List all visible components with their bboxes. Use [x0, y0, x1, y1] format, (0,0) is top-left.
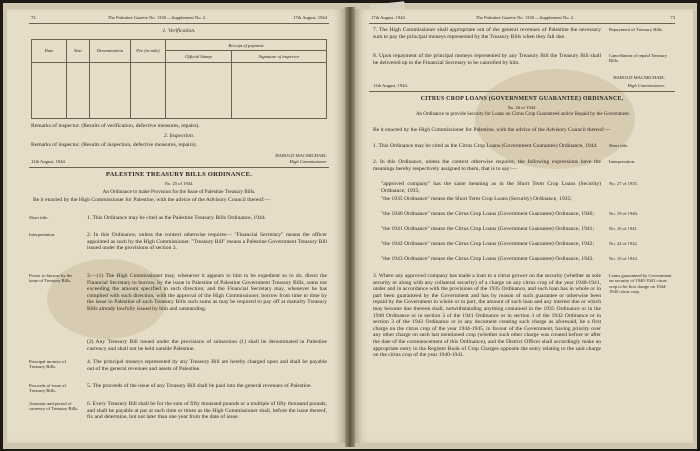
header-date-right: 17th August, 1944 — [371, 15, 405, 20]
inspection-remarks: Remarks of inspector. (Results of inspection, defective measures, repairs). — [31, 142, 197, 148]
table-cell — [166, 62, 232, 118]
ordinance-number: No. 26 of 1944. — [507, 105, 537, 110]
margin-note: Short title. — [609, 143, 629, 148]
section-text: 5. The proceeds of the issue of any Treasury Bill shall be paid into the general revenues of Palestine. — [87, 383, 312, 389]
section-text: 1. This Ordinance may be cited as the Citrus Crop Loans (Government Guarantee) Ordinance, 1944. — [373, 143, 598, 149]
ordinance-title: PALESTINE TREASURY BILLS ORDINANCE. — [105, 171, 253, 178]
signature-title: High Commissioner. — [289, 159, 327, 164]
page-number-right: 73 — [670, 15, 675, 20]
left-page — [7, 9, 345, 443]
table-header: Date — [32, 40, 67, 63]
verification-table — [31, 39, 327, 119]
section-text: 2. In this Ordinance, unless the context otherwise requires, the following expressions have the meanings hereby respectively assigned to them, that is to say:— — [373, 159, 601, 172]
definition-text: "the 1943 Ordinance" means the Citrus Crop Loans (Government Guarantee) Ordinance, 1943. — [381, 256, 594, 262]
margin-note: Cancellation of repaid Treasury Bills. — [609, 53, 668, 64]
margin-note: Short title. — [29, 215, 49, 220]
ordinance-preamble: An Ordinance to provide Security for Loans on Citrus Crop Guaranteed and/or Repaid by the Government. — [415, 112, 631, 117]
ordinance-title: CITRUS CROP LOANS (GOVERNMENT GUARANTEE) ORDINANCE, — [420, 96, 624, 102]
section-text: (2) Any Treasury Bill issued under the provisions of subsection (1) shall be denominated in Palestine currency and shall not be held outside Palestine. — [87, 339, 327, 352]
margin-note: Repayment of Treasury Bills. — [609, 27, 664, 32]
definition-text: "approved company" has the same meaning as in the Short Term Crop Loans (Security) Ordinance, 1935; — [381, 181, 601, 194]
table-cell — [90, 62, 131, 118]
table-cell — [131, 62, 166, 118]
signature-date: 12th August, 1944. — [31, 159, 66, 164]
margin-note: Loans guaranteed by Government on security of 1940-1941 citrus crop to be first charge on 1944-1945 citrus crop. — [609, 273, 672, 295]
inspection-heading: 2. Inspection. — [163, 133, 195, 139]
section-rule — [29, 167, 329, 168]
header-rule — [29, 23, 329, 24]
table-cell — [231, 62, 326, 118]
section-text: 3. Where any approved company has made a loan to a citrus grower on the security (whether as sole security or along with any collateral security) of a charge on any citrus crop of the year 1940-1941, under and in accordance with the provisions of the 1935 Ordinance, and such loan has in whole or in part been guaranteed by the Government and has by reason of such guarantee or otherwise been repaid by the Government in whole or in part, the amount of such loan and any interest due or which may become due thereon shall, notwithstanding anything contained in the 1935 Ordinance or in the 1940 Ordinance or in section 3 of the 1941 Ordinance or in section 3 of the 1942 Ordinance or in section 3 of the 1943 Ordinance or in any document creating such charge as aforesaid, be a first charge on the citrus crop of the year 1944-1945, in favour of the Government, having priority over any other charge on such last mentioned crop (whether such other charge was created before or after the date of the commencement of this Ordinance), and the District Officer shall accordingly make an appropriate entry in the Register Book of Crop Charges opposite the entry relating to the said charge on the citrus crop of the year 1940-1941. — [373, 273, 601, 359]
section-text: 7. The High Commissioner shall appropriate out of the general revenues of Palestine the necessary sum to pay the principal moneys represented by the Treasury Bills when they fall due. — [373, 27, 601, 40]
table-header: Denomination — [90, 40, 131, 63]
ordinance-number: No. 25 of 1944. — [164, 181, 194, 186]
section-rule — [369, 91, 675, 92]
definition-text: "the 1942 Ordinance" means the Citrus Crop Loans (Government Guarantee) Ordinance, 1942; — [381, 241, 595, 247]
table-header: Year — [67, 40, 90, 63]
table-subheader: Signature of inspector — [231, 51, 326, 62]
margin-note: No. 16 of 1941. — [609, 226, 638, 231]
signature-title: High Commissioner. — [627, 83, 665, 88]
margin-note: Power to borrow by the issue of Treasury Bills. — [29, 273, 73, 284]
section-text: 3.—(1) The High Commissioner may, whenever it appears to him to be expedient so to do, direct the Financial Secretary to borrow, by the issue in Palestine of Palestine Government Treasury Bills, sums not exceeding the amount specified in such direction; and the Financial Secretary may, whenever he has complied with such direction, with the approval of the High Commissioner, borrow from time to time by the issue in Palestine of such Treasury Bills such sums as may be required to pay off at maturity Treasury Bills already lawfully issued by him and outstanding. — [87, 273, 327, 312]
table-cell — [32, 62, 67, 118]
margin-note: No. 19 of 1940. — [609, 211, 638, 216]
header-date-left: 17th August, 1944 — [293, 15, 327, 20]
definition-text: "the 1940 Ordinance" means the Citrus Crop Loans (Government Guarantee) Ordinance, 1940; — [381, 211, 595, 217]
margin-note: No. 27 of 1935. — [609, 181, 638, 186]
right-page — [355, 9, 693, 443]
section-text: 4. The principal moneys represented by any Treasury Bill are hereby charged upon and shall be payable out of the general revenues and assets of Palestine. — [87, 359, 327, 372]
definition-text: "the 1935 Ordinance" means the Short Term Crop Loans (Security) Ordinance, 1935; — [381, 196, 572, 202]
section-text: 2. In this Ordinance, unless the context otherwise requires— "Financial Secretary" means the officer appointed as such by the High Commissioner. "Treasury Bill" means a Palestine Government Treasury Bill issued under the provisions of section 3. — [87, 232, 327, 252]
header-rule — [369, 23, 675, 24]
margin-note: Proceeds of issue of Treasury Bills. — [29, 383, 66, 394]
ordinance-preamble: An Ordinance to make Provision for the Issue of Palestine Treasury Bills. — [102, 189, 256, 195]
running-title-left: The Palestine Gazette No. 1350.—Supplement No. 2. — [107, 15, 207, 20]
margin-note: No. 10 of 1943. — [609, 256, 638, 261]
running-title-right: The Palestine Gazette No. 1350.—Supplement No. 2. — [475, 15, 575, 20]
table-header: Receipt of payment — [166, 40, 327, 51]
margin-note: Interpretation. — [609, 159, 636, 164]
section-text: 6. Every Treasury Bill shall be for the sum of fifty thousand pounds or a multiple of fifty thousand pounds, and shall be payable at par at such time or times as the High Commissioner shall, before the issue thereof, fix and determine, but not later than one year from the date of issue. — [87, 401, 327, 421]
definition-text: "the 1941 Ordinance" means the Citrus Crop Loans (Government Guarantee) Ordinance, 1941; — [381, 226, 595, 232]
open-book — [3, 3, 697, 449]
book-gutter — [345, 7, 355, 447]
signature-name: HAROLD MACMICHAEL — [613, 75, 665, 80]
signature-date: 12th August, 1944. — [373, 83, 408, 88]
table-subheader: Official Stamp — [166, 51, 232, 62]
section-text: 8. Upon repayment of the principal moneys represented by any Treasury Bill the Treasury Bill shall be delivered up to the Financial Secretary to be cancelled by him. — [373, 53, 601, 66]
table-header: Fee (in mils) — [131, 40, 166, 63]
signature-name: HAROLD MACMICHAEL — [275, 153, 327, 158]
margin-note: No. 24 of 1942. — [609, 241, 638, 246]
enacting-clause: Be it enacted by the High Commissioner for Palestine, with the advice of the Advisory Council thereof:— — [33, 197, 271, 203]
margin-note: Principal moneys of Treasury Bills. — [29, 359, 66, 370]
margin-note: Amounts and period of currency of Treasury Bills. — [29, 401, 79, 412]
section-text: 1. This Ordinance may be cited as the Palestine Treasury Bills Ordinance, 1944. — [87, 215, 267, 221]
margin-note: Interpretation. — [29, 232, 56, 237]
verification-heading: 1. Verification. — [162, 28, 196, 34]
table-cell — [67, 62, 90, 118]
verification-remarks: Remarks of inspector. (Results of verification, defective measures, repairs). — [31, 123, 200, 129]
page-number-left: 72 — [31, 15, 36, 20]
enacting-clause: Be it enacted by the High Commissioner for Palestine, with the advice of the Advisory Council thereof:— — [373, 127, 611, 133]
